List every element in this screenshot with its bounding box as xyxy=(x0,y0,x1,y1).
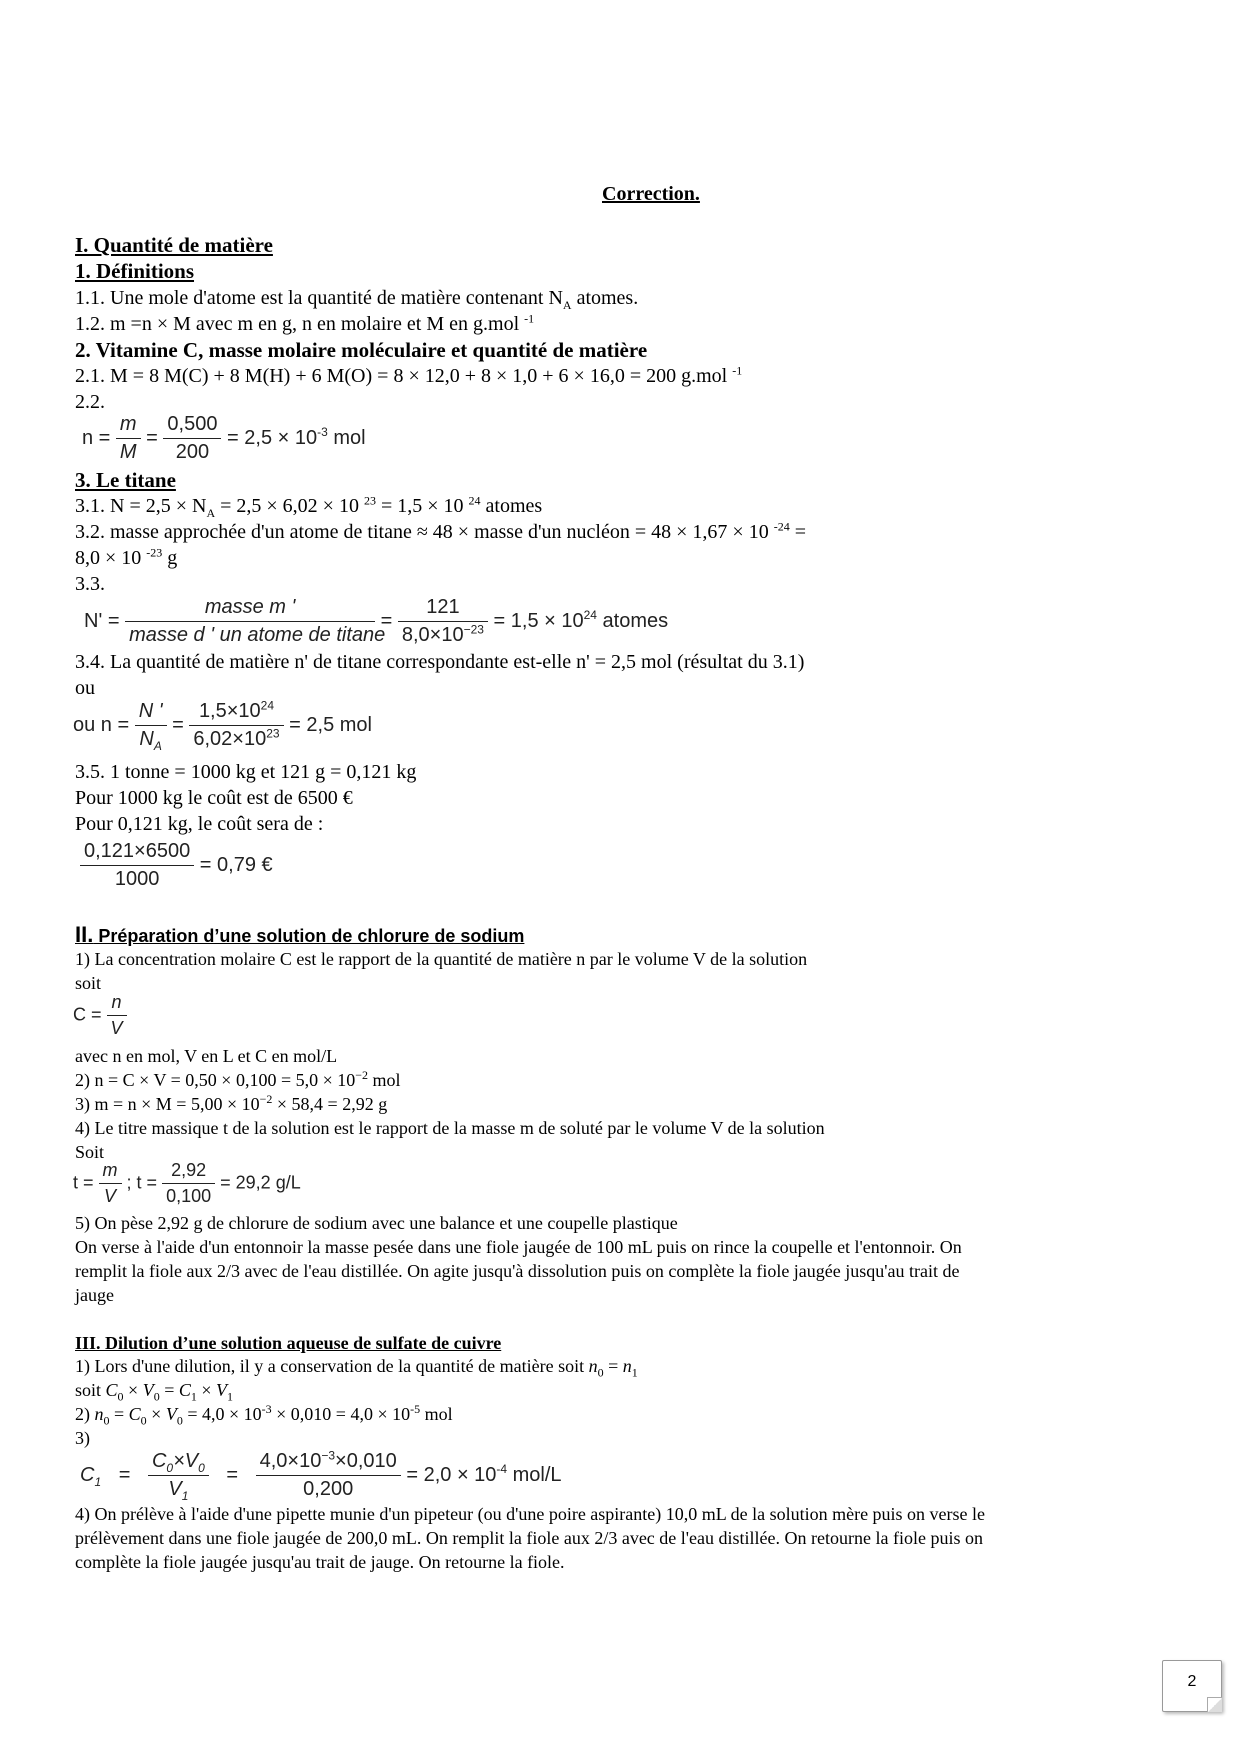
text-line: 3.5. 1 tonne = 1000 kg et 121 g = 0,121 kg xyxy=(75,761,417,783)
text-line: avec n en mol, V en L et C en mol/L xyxy=(75,1046,338,1066)
equation-concentration: C = $\frac{n}{V}$ xyxy=(73,992,127,1039)
text-line: 1.1. Une mole d'atome est la quantité de matière contenant $N_A$ atomes. xyxy=(75,287,639,312)
subsection-1-1-heading: 1. Définitions xyxy=(75,259,195,283)
text-line: soit $C_0 \times V_0 = C_1 \times V_1$ xyxy=(75,1380,234,1404)
subsection-1-3-heading: 3. Le titane xyxy=(75,468,176,492)
page-curl-icon xyxy=(1207,1697,1222,1712)
text-line: 2) $n = C \times V = 0,50 \times 0,100 = 5,0 \times 10^{-2}$ mol xyxy=(75,1068,401,1090)
text-line: 4) On prélève à l'aide d'une pipette munie d'un pipeteur (ou d'une poire aspirante) 10,0 mL de la solution mère puis on verse le xyxy=(75,1504,986,1524)
text-line: 3.4. La quantité de matière n' de titane correspondante est-elle n' = 2,5 mol (résultat du 3.1) xyxy=(75,651,805,673)
equation-quantity-of-matter: n = $\frac{m}{M}$ = $\frac{0,500}{200}$ = $2,5 \times 10^{-3}$ mol xyxy=(82,413,366,463)
text-line: 2.1. M = 8 M(C) + 8 M(H) + 6 M(O) = 8 × 12,0 + 8 × 1,0 + 6 × 16,0 = 200 g.mol $^{-1}$ xyxy=(75,363,743,387)
text-line: 2.2. xyxy=(75,391,105,413)
section-3-heading: III. Dilution d’une solution aqueuse de sulfate de cuivre xyxy=(75,1333,502,1353)
equation-mass-titer: t = $\frac{m}{V}$ ; t = $\frac{2,92}{0,100}$ = 29,2 g/L xyxy=(73,1160,301,1206)
page-number-box xyxy=(1162,1660,1222,1712)
text-line: 5) On pèse 2,92 g de chlorure de sodium avec une balance et une coupelle plastique xyxy=(75,1213,678,1233)
equation-cost: $\frac{0,121\times 6500}{1000}$ = 0,79 € xyxy=(80,840,273,891)
text-line: jauge xyxy=(75,1285,114,1305)
text-line: 3) $m = n \times M = 5,00 \times 10^{-2} \times 58,4 = 2,92$ g xyxy=(75,1092,388,1114)
equation-number-of-atoms: N' = $\frac{\text{masse m '}}{\text{masse d ' un atome de titane}}$ = $\frac{121}{8,0\times 10^{-23}}$ = $1,5 \times 10^{24}$ atomes xyxy=(84,596,669,646)
text-line: Pour 1000 kg le coût est de 6500 € xyxy=(75,787,353,809)
section-2-heading: II. Préparation d’une solution de chlorure de sodium xyxy=(75,922,525,947)
text-line: 2) $n_0 = C_0 \times V_0 = 4,0 \times 10^{-3} \times 0,010 = 4,0 \times 10^{-5}$ mol xyxy=(75,1402,453,1428)
text-line: prélèvement dans une fiole jaugée de 200,0 mL. On remplit la fiole aux 2/3 avec de l'eau distillée. On retourne la fiole puis on xyxy=(75,1528,983,1548)
text-line: 3.3. xyxy=(75,573,105,595)
subsection-1-2-heading: 2. Vitamine C, masse molaire moléculaire et quantité de matière xyxy=(75,338,648,362)
text-line: On verse à l'aide d'un entonnoir la masse pesée dans une fiole jaugée de 100 mL puis on rince la coupelle et l'entonnoir. On xyxy=(75,1237,962,1257)
text-line: Soit xyxy=(75,1142,105,1162)
text-line: 1) La concentration molaire C est le rapport de la quantité de matière n par le volume V de la solution xyxy=(75,949,808,969)
equation-moles-from-atoms: ou n = $\frac{N '}{N_A}$ = $\frac{1,5\times 10^{24}}{6,02\times 10^{23}}$ = 2,5 mol xyxy=(73,698,372,753)
section-1-heading: I. Quantité de matière xyxy=(75,233,273,257)
text-line: 1) Lors d'une dilution, il y a conservation de la quantité de matière soit $n_0 = n_1$ xyxy=(75,1356,638,1380)
text-line: 8,0 × 10 $^{-23}$ g xyxy=(75,545,178,569)
page-title: Correction. xyxy=(602,183,700,205)
text-line: 3) xyxy=(75,1428,90,1448)
text-line: soit xyxy=(75,973,102,993)
page-number: 2 xyxy=(1187,1673,1197,1690)
text-line: 3.1. $N = 2,5 \times N_A = 2,5 \times 6,02 \times 10$ $^{23}$ = 1,5 × 10 $^{24}$ atomes xyxy=(75,493,543,520)
equation-dilution: $C_1$ = $\frac{C_0\times V_0}{V_1}$ = $\frac{4,0\times 10^{-3}\times 0,010}{0,200}$ = $2,0 \times 10^{-4}$ mol/L xyxy=(80,1448,562,1503)
text-line: 3.2. masse approchée d'un atome de titane ≈ 48 × masse d'un nucléon = 48 × 1,67 × 10 $^{-24}$ = xyxy=(75,519,806,543)
text-line: remplit la fiole aux 2/3 avec de l'eau distillée. On agite jusqu'à dissolution puis on complète la fiole jaugée jusqu'au trait de xyxy=(75,1261,960,1281)
text-line: 4) Le titre massique t de la solution est le rapport de la masse m de soluté par le volume V de la solution xyxy=(75,1118,825,1138)
text-line: ou xyxy=(75,677,95,699)
text-line: 1.2. m =n × M avec m en g, n en molaire et M en g.mol $^{-1}$ xyxy=(75,311,535,335)
text-line: complète la fiole jaugée jusqu'au trait de jauge. On retourne la fiole. xyxy=(75,1552,565,1572)
text-line: Pour 0,121 kg, le coût sera de : xyxy=(75,813,324,835)
